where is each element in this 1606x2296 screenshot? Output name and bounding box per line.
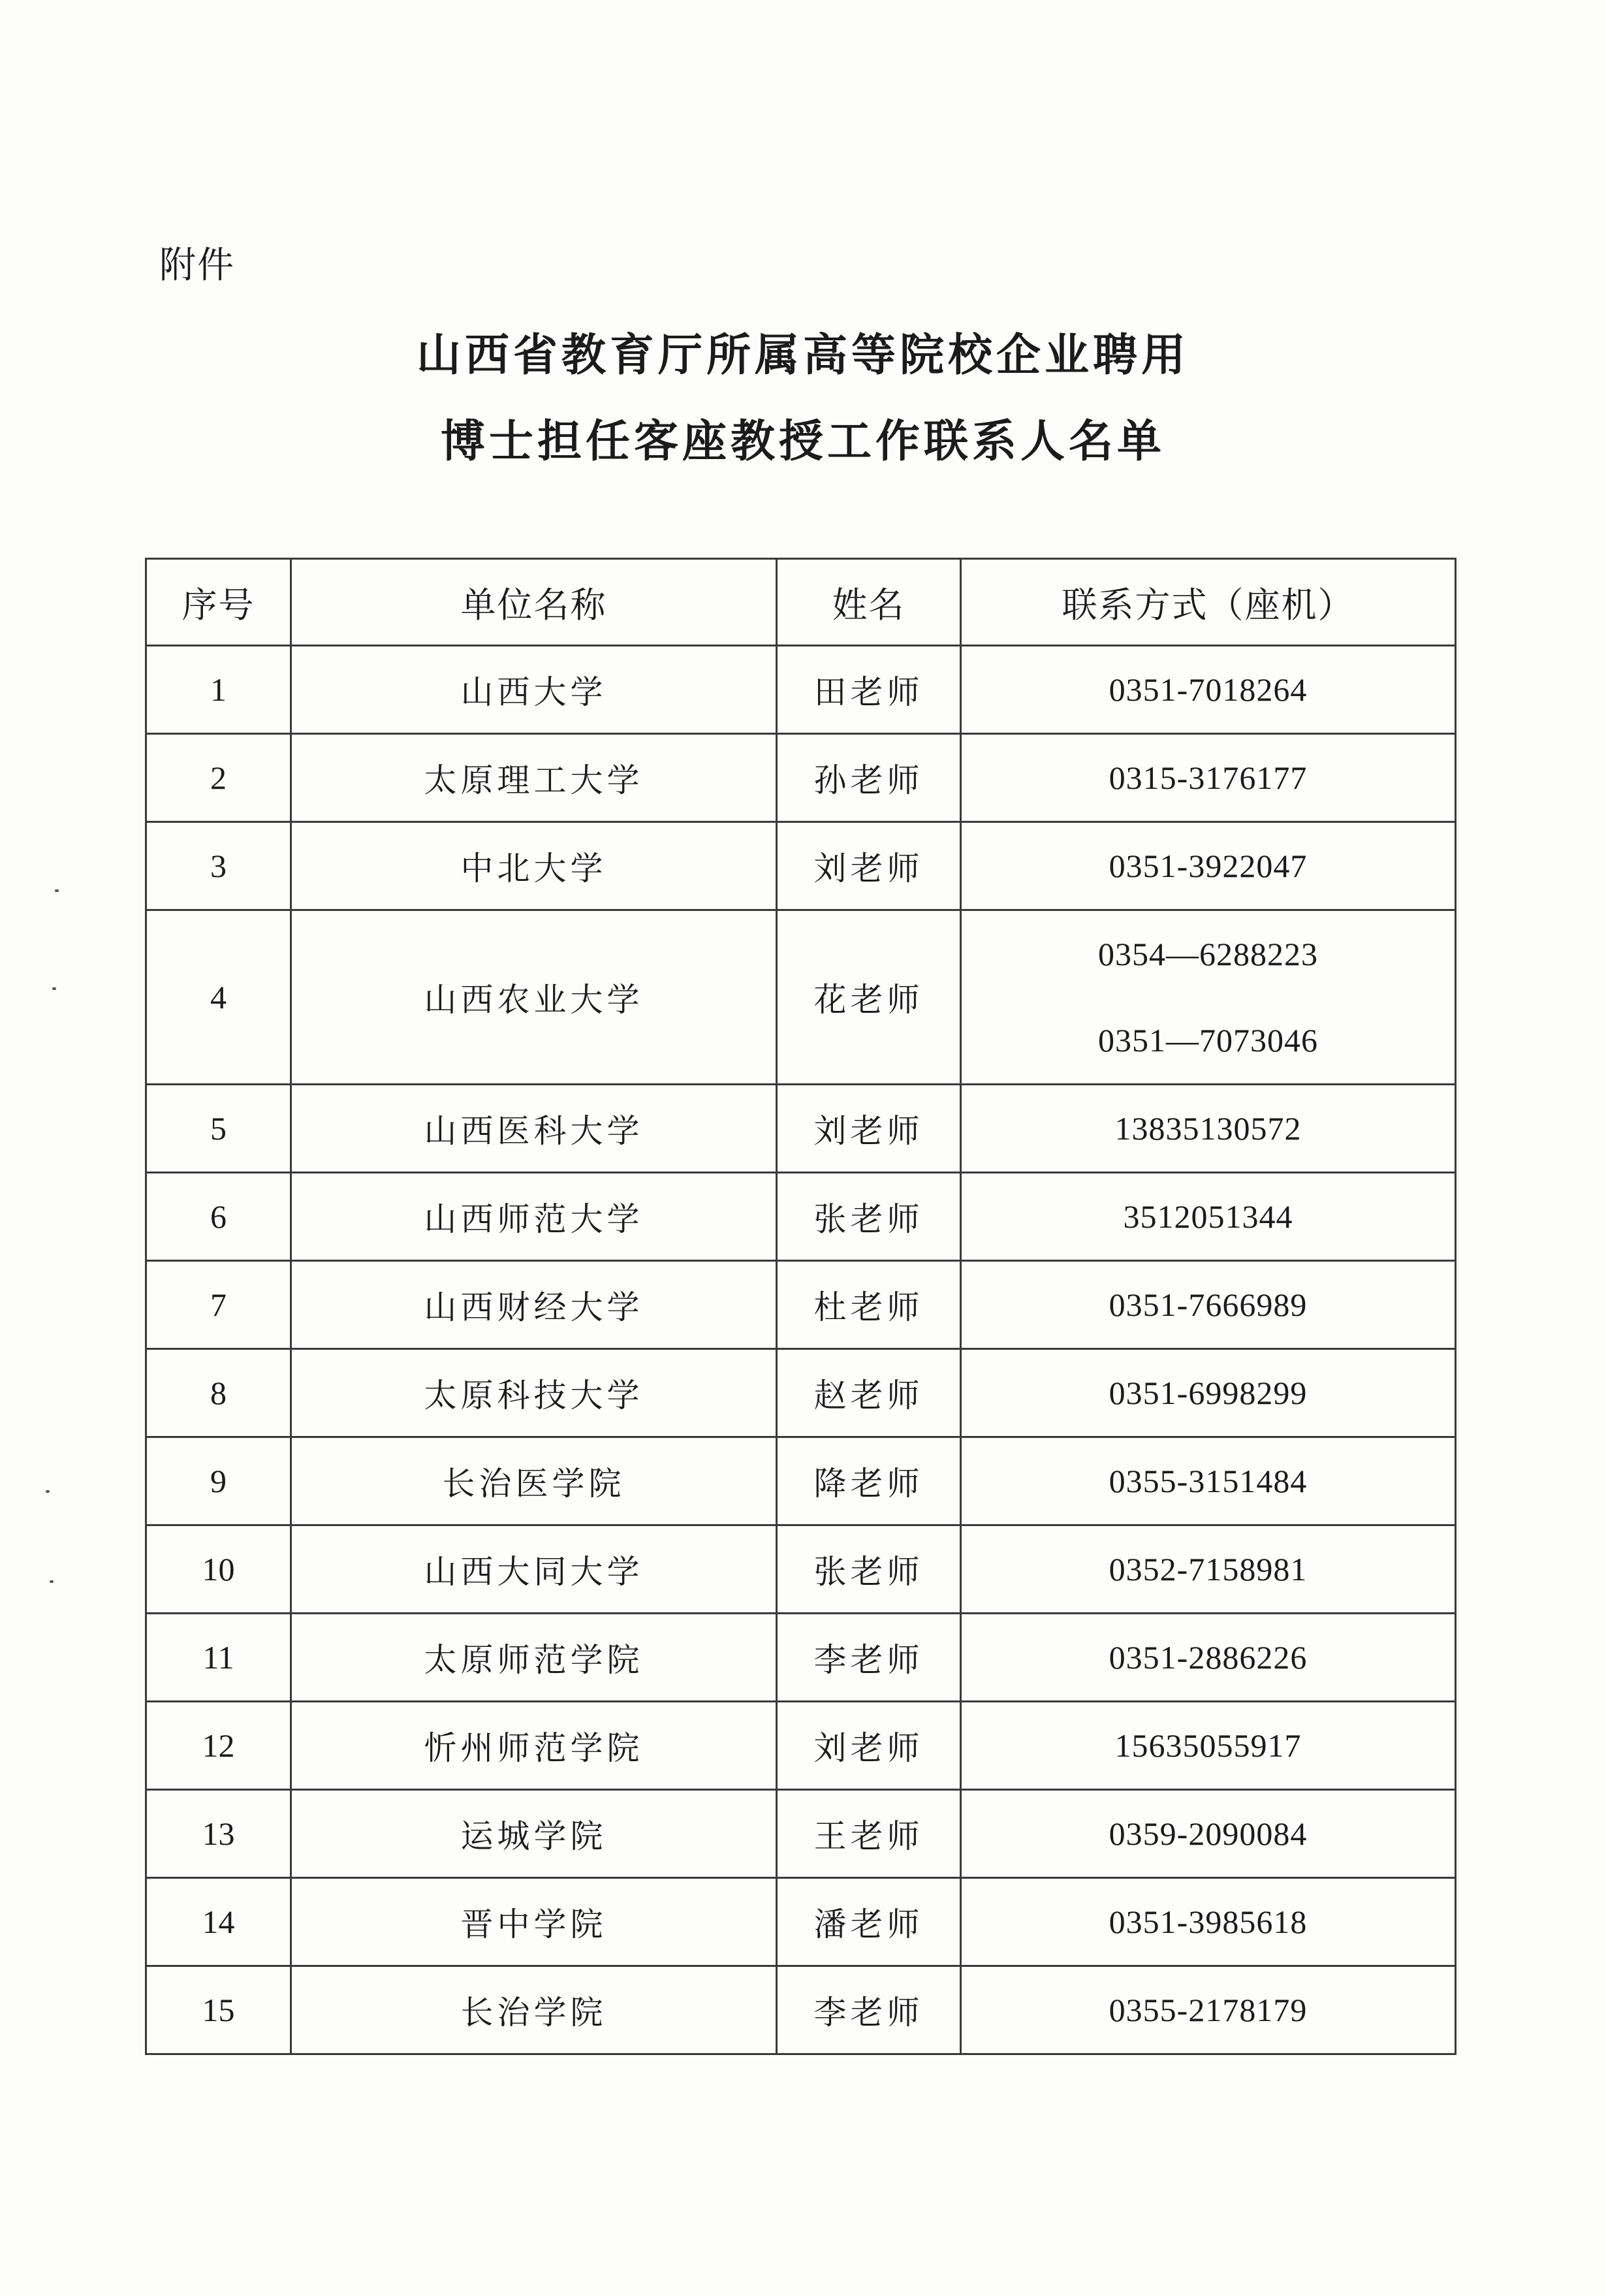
cell-seq: 5 [146, 1085, 291, 1173]
cell-seq: 3 [146, 822, 291, 910]
phone-number: 0315-3176177 [1109, 759, 1308, 796]
cell-seq: 12 [146, 1702, 291, 1790]
cell-unit: 运城学院 [291, 1790, 777, 1878]
cell-unit: 山西医科大学 [291, 1085, 777, 1173]
cell-contact-name: 刘老师 [777, 1702, 961, 1790]
phone-number: 0351-6998299 [1109, 1375, 1308, 1411]
cell-phone [961, 1349, 1456, 1437]
phone-number: 0359-2090084 [1109, 1815, 1308, 1852]
cell-phone [961, 1437, 1456, 1525]
cell-seq: 14 [146, 1878, 291, 1966]
attachment-label: 附件 [159, 244, 235, 287]
cell-phone [961, 910, 1456, 1085]
cell-unit: 山西农业大学 [291, 910, 777, 1085]
cell-unit: 山西财经大学 [291, 1261, 777, 1349]
header-phone: 联系方式（座机） [961, 559, 1456, 646]
cell-phone [961, 1261, 1456, 1349]
table-row [146, 1525, 1456, 1614]
table-header-row [146, 559, 1456, 646]
cell-seq: 4 [146, 910, 291, 1085]
cell-contact-name: 田老师 [777, 646, 961, 734]
cell-unit: 晋中学院 [291, 1878, 777, 1966]
table-row [146, 1261, 1456, 1349]
cell-contact-name: 潘老师 [777, 1878, 961, 1966]
cell-phone [961, 734, 1456, 822]
phone-number: 0355-3151484 [1109, 1463, 1308, 1499]
cell-unit: 山西师范大学 [291, 1173, 777, 1261]
cell-phone [961, 1702, 1456, 1790]
cell-seq: 10 [146, 1525, 291, 1614]
cell-unit: 太原科技大学 [291, 1349, 777, 1437]
cell-contact-name: 李老师 [777, 1614, 961, 1702]
cell-seq: 15 [146, 1966, 291, 2054]
table-row [146, 1349, 1456, 1437]
table-row [146, 1437, 1456, 1525]
cell-phone [961, 1085, 1456, 1173]
cell-unit: 太原理工大学 [291, 734, 777, 822]
document-title-line-1: 山西省教育厅所属高等院校企业聘用 [416, 330, 1189, 381]
cell-phone [961, 1966, 1456, 2054]
cell-phone [961, 1790, 1456, 1878]
cell-phone [961, 1525, 1456, 1614]
contact-table [145, 558, 1456, 2055]
cell-contact-name: 花老师 [777, 910, 961, 1085]
table-row [146, 910, 1456, 1085]
cell-contact-name: 降老师 [777, 1437, 961, 1525]
table-row [146, 1878, 1456, 1966]
cell-unit: 太原师范学院 [291, 1614, 777, 1702]
scan-speck [46, 1490, 50, 1493]
header-unit: 单位名称 [291, 559, 777, 646]
phone-number: 0351-2886226 [1109, 1639, 1308, 1676]
scan-speck [50, 1580, 54, 1583]
cell-contact-name: 李老师 [777, 1966, 961, 2054]
cell-unit: 山西大同大学 [291, 1525, 777, 1614]
cell-unit: 中北大学 [291, 822, 777, 910]
table-row [146, 734, 1456, 822]
table-row [146, 1614, 1456, 1702]
phone-number: 0351—7073046 [1098, 1022, 1318, 1059]
phone-number: 0351-7018264 [1109, 671, 1308, 708]
scan-speck [55, 889, 59, 892]
table-row [146, 646, 1456, 734]
cell-contact-name: 孙老师 [777, 734, 961, 822]
cell-seq: 7 [146, 1261, 291, 1349]
table-row [146, 1966, 1456, 2054]
cell-phone [961, 1878, 1456, 1966]
table-row [146, 1790, 1456, 1878]
table-row [146, 822, 1456, 910]
cell-phone [961, 822, 1456, 910]
cell-contact-name: 张老师 [777, 1173, 961, 1261]
cell-contact-name: 赵老师 [777, 1349, 961, 1437]
scan-speck [52, 987, 56, 990]
cell-seq: 11 [146, 1614, 291, 1702]
cell-contact-name: 杜老师 [777, 1261, 961, 1349]
phone-number: 0351-3985618 [1109, 1904, 1308, 1940]
cell-contact-name: 张老师 [777, 1525, 961, 1614]
cell-phone [961, 646, 1456, 734]
header-name: 姓名 [777, 559, 961, 646]
cell-unit: 山西大学 [291, 646, 777, 734]
cell-seq: 1 [146, 646, 291, 734]
phone-number: 0354—6288223 [1098, 936, 1318, 972]
phone-number: 0355-2178179 [1109, 1992, 1308, 2028]
table-row [146, 1702, 1456, 1790]
phone-number: 0352-7158981 [1109, 1551, 1308, 1587]
cell-phone [961, 1614, 1456, 1702]
header-seq: 序号 [146, 559, 291, 646]
phone-number: 0351-7666989 [1109, 1286, 1308, 1323]
cell-seq: 9 [146, 1437, 291, 1525]
table-row [146, 1173, 1456, 1261]
cell-unit: 长治医学院 [291, 1437, 777, 1525]
cell-unit: 长治学院 [291, 1966, 777, 2054]
cell-unit: 忻州师范学院 [291, 1702, 777, 1790]
cell-seq: 13 [146, 1790, 291, 1878]
cell-contact-name: 刘老师 [777, 822, 961, 910]
cell-contact-name: 刘老师 [777, 1085, 961, 1173]
phone-number: 15635055917 [1114, 1727, 1302, 1764]
cell-seq: 8 [146, 1349, 291, 1437]
phone-number: 0351-3922047 [1109, 848, 1308, 884]
phone-number: 3512051344 [1123, 1198, 1293, 1235]
cell-seq: 6 [146, 1173, 291, 1261]
table-row [146, 1085, 1456, 1173]
phone-number: 13835130572 [1114, 1110, 1302, 1147]
cell-seq: 2 [146, 734, 291, 822]
cell-phone [961, 1173, 1456, 1261]
cell-contact-name: 王老师 [777, 1790, 961, 1878]
document-title-line-2: 博士担任客座教授工作联系人名单 [440, 416, 1165, 468]
